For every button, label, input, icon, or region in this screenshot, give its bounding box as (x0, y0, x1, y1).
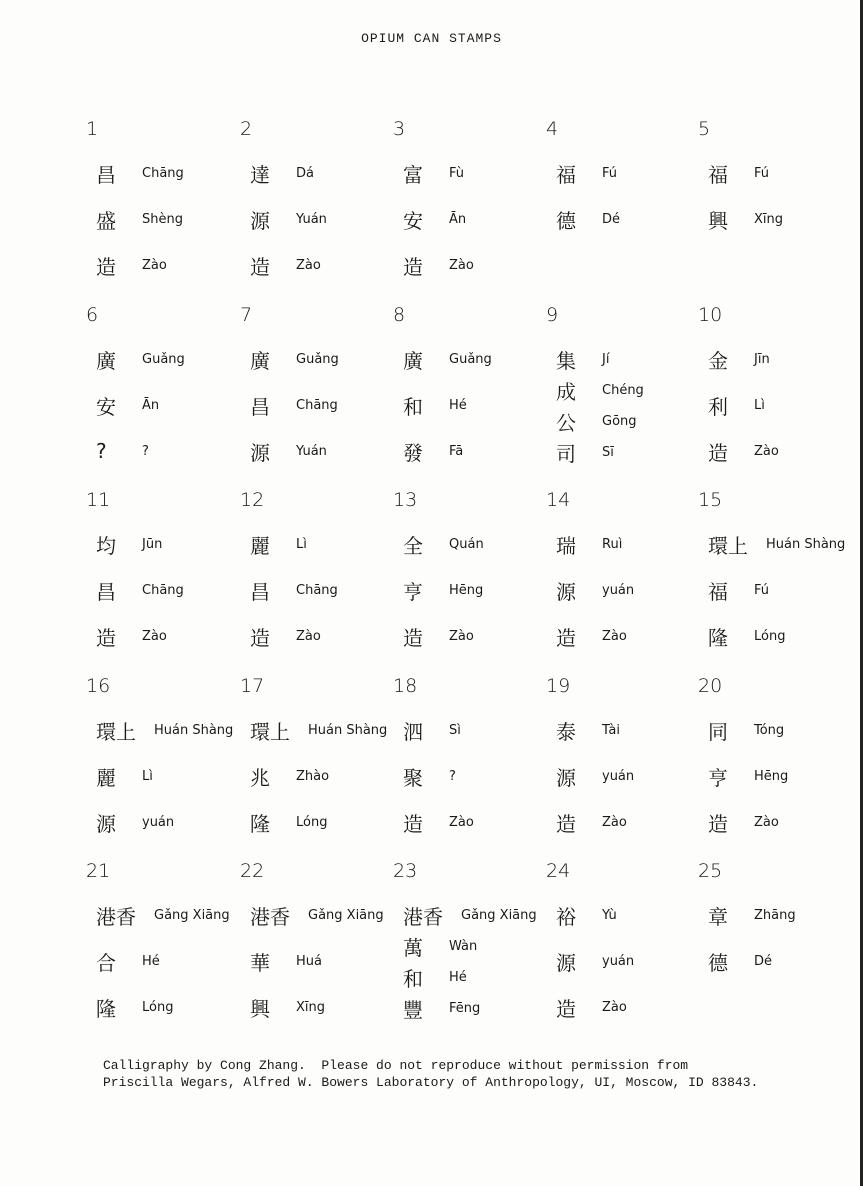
pinyin-reading: Gǎng Xiāng (461, 907, 537, 923)
chinese-character: 德 (556, 208, 576, 233)
stamp-number: 18 (393, 675, 418, 697)
pinyin-reading: yuán (602, 953, 635, 969)
chinese-character: 造 (250, 625, 270, 650)
stamp-12 (240, 489, 390, 669)
stamp-line (96, 992, 173, 1022)
pinyin-reading: Hēng (754, 768, 789, 784)
chinese-character: 亨 (708, 765, 728, 790)
chinese-character: 泗 (403, 719, 423, 744)
stamp-line (96, 621, 167, 651)
pinyin-reading: Zào (296, 628, 321, 644)
stamp-line (556, 575, 634, 605)
pinyin-reading: Fú (754, 582, 770, 598)
stamp-number: 6 (86, 304, 99, 326)
stamp-line (556, 900, 617, 930)
stamp-number: 24 (546, 860, 571, 882)
stamp-line (250, 436, 327, 466)
stamp-19 (546, 675, 696, 855)
stamp-line (403, 204, 466, 234)
chinese-character: 昌 (250, 394, 270, 419)
chinese-character: 港香 (250, 904, 290, 929)
pinyin-reading: Fā (449, 443, 464, 459)
chinese-character: 亨 (403, 579, 423, 604)
chinese-character: 造 (403, 811, 423, 836)
pinyin-reading: Sī (602, 444, 614, 460)
stamp-10 (698, 304, 848, 484)
pinyin-reading: Fú (602, 165, 618, 181)
stamp-line (96, 344, 185, 374)
pinyin-reading: Gǎng Xiāng (154, 907, 230, 923)
chinese-character: 安 (96, 394, 116, 419)
chinese-character: 造 (96, 254, 116, 279)
pinyin-reading: Tóng (754, 722, 785, 738)
stamp-line (250, 250, 321, 280)
stamp-line (250, 900, 384, 930)
chinese-character: 廣 (250, 348, 270, 373)
chinese-character: 盛 (96, 208, 116, 233)
chinese-character: 昌 (96, 579, 116, 604)
stamp-line (250, 992, 325, 1022)
chinese-character: 裕 (556, 904, 576, 929)
stamp-line (556, 715, 620, 745)
pinyin-reading: Jūn (142, 536, 163, 552)
pinyin-reading: Zào (602, 628, 627, 644)
stamp-line (403, 390, 467, 420)
pinyin-reading: Zào (142, 628, 167, 644)
chinese-character: 達 (250, 162, 270, 187)
pinyin-reading: Wàn (449, 938, 478, 954)
stamp-line (96, 250, 167, 280)
pinyin-reading: Zào (754, 443, 779, 459)
stamp-number: 5 (698, 118, 711, 140)
stamp-24 (546, 860, 696, 1040)
chinese-character: 造 (96, 625, 116, 650)
stamp-line (708, 436, 779, 466)
pinyin-reading: Fēng (449, 1000, 481, 1016)
chinese-character: 德 (708, 950, 728, 975)
stamp-line (556, 992, 627, 1022)
pinyin-reading: Gǎng Xiāng (308, 907, 384, 923)
pinyin-reading: Quán (449, 536, 484, 552)
pinyin-reading: Chéng (602, 382, 644, 398)
stamp-line (250, 621, 321, 651)
chinese-character: 隆 (96, 996, 116, 1021)
pinyin-reading: Chāng (296, 582, 338, 598)
stamp-line (96, 204, 183, 234)
stamp-number: 11 (86, 489, 111, 511)
chinese-character: 麗 (96, 765, 116, 790)
stamp-20 (698, 675, 848, 855)
stamp-number: 20 (698, 675, 723, 697)
pinyin-reading: Guǎng (142, 351, 185, 367)
stamp-1 (86, 118, 236, 298)
stamp-line (708, 390, 765, 420)
stamp-line (96, 390, 159, 420)
chinese-character: 廣 (96, 348, 116, 373)
stamp-line (403, 158, 464, 188)
chinese-character: 集 (556, 348, 576, 373)
chinese-character: 章 (708, 904, 728, 929)
stamp-number: 16 (86, 675, 111, 697)
pinyin-reading: Guǎng (296, 351, 339, 367)
pinyin-reading: Lóng (142, 999, 174, 1015)
stamp-line (556, 204, 620, 234)
stamp-6 (86, 304, 236, 484)
stamp-line (403, 436, 463, 466)
chinese-character: 全 (403, 533, 423, 558)
stamp-line (250, 158, 314, 188)
stamp-line (708, 529, 845, 559)
stamp-line (403, 807, 474, 837)
stamp-7 (240, 304, 390, 484)
stamp-number: 8 (393, 304, 406, 326)
pinyin-reading: Dé (754, 953, 773, 969)
chinese-character: 合 (96, 950, 116, 975)
stamp-14 (546, 489, 696, 669)
stamp-line (403, 575, 483, 605)
stamp-number: 14 (546, 489, 571, 511)
stamp-25 (698, 860, 848, 1040)
chinese-character: 隆 (708, 625, 728, 650)
chinese-character: 興 (250, 996, 270, 1021)
pinyin-reading: Zào (449, 257, 474, 273)
chinese-character: 利 (708, 394, 728, 419)
chinese-character: 麗 (250, 533, 270, 558)
pinyin-reading: Lóng (754, 628, 786, 644)
stamp-line (556, 375, 644, 405)
stamp-21 (86, 860, 236, 1040)
page-title: OPIUM CAN STAMPS (361, 31, 502, 46)
pinyin-reading: ? (449, 768, 456, 784)
stamp-line (708, 946, 772, 976)
footer-credit (103, 1057, 758, 1091)
pinyin-reading: Huán Shàng (154, 722, 234, 738)
stamp-line (96, 575, 184, 605)
stamp-22 (240, 860, 390, 1040)
chinese-character: 瑞 (556, 533, 576, 558)
stamp-number: 13 (393, 489, 418, 511)
pinyin-reading: Huá (296, 953, 322, 969)
pinyin-reading: Ruì (602, 536, 623, 552)
chinese-character: 興 (708, 208, 728, 233)
chinese-character: 造 (556, 811, 576, 836)
chinese-character: 福 (708, 579, 728, 604)
chinese-character: 源 (96, 811, 116, 836)
stamp-number: 3 (393, 118, 406, 140)
stamp-15 (698, 489, 848, 669)
pinyin-reading: Zào (602, 814, 627, 830)
stamp-number: 15 (698, 489, 723, 511)
chinese-character: 廣 (403, 348, 423, 373)
chinese-character: 源 (556, 579, 576, 604)
pinyin-reading: Yù (602, 907, 617, 923)
stamp-line (250, 344, 339, 374)
stamp-line (250, 761, 329, 791)
stamp-line (250, 715, 387, 745)
stamp-line (708, 807, 779, 837)
chinese-character: 華 (250, 950, 270, 975)
chinese-character: 造 (403, 254, 423, 279)
stamp-number: 9 (546, 304, 559, 326)
stamp-number: 22 (240, 860, 265, 882)
footer-line-2: Priscilla Wegars, Alfred W. Bowers Laboratory of Anthropology, UI, Moscow, ID 83843. (103, 1075, 759, 1090)
chinese-character: 環上 (96, 719, 136, 744)
stamp-line (250, 204, 327, 234)
chinese-character: 和 (403, 394, 423, 419)
stamp-line (708, 621, 785, 651)
stamp-line (556, 158, 617, 188)
pinyin-reading: Yuán (296, 211, 327, 227)
stamp-number: 4 (546, 118, 559, 140)
stamp-line (250, 575, 338, 605)
pinyin-reading: Tài (602, 722, 621, 738)
chinese-character: 均 (96, 533, 116, 558)
stamp-line (250, 807, 327, 837)
stamp-line (708, 900, 796, 930)
stamp-line (403, 344, 492, 374)
stamp-number: 12 (240, 489, 265, 511)
stamp-line (556, 437, 614, 467)
stamp-line (556, 344, 609, 374)
stamp-number: 7 (240, 304, 253, 326)
stamp-line (556, 621, 627, 651)
pinyin-reading: Huán Shàng (766, 536, 846, 552)
stamp-18 (393, 675, 543, 855)
stamp-number: 2 (240, 118, 253, 140)
stamp-line (403, 621, 474, 651)
stamp-2 (240, 118, 390, 298)
pinyin-reading: Zào (142, 257, 167, 273)
pinyin-reading: Sì (449, 722, 461, 738)
stamp-line (556, 406, 637, 436)
stamp-line (708, 344, 770, 374)
stamp-line (708, 158, 769, 188)
chinese-character: 豐 (403, 997, 423, 1022)
pinyin-reading: Zào (754, 814, 779, 830)
pinyin-reading: Lì (142, 768, 153, 784)
chinese-character: 昌 (96, 162, 116, 187)
stamp-9 (546, 304, 696, 484)
chinese-character: 源 (250, 440, 270, 465)
pinyin-reading: Guǎng (449, 351, 492, 367)
stamp-3 (393, 118, 543, 298)
chinese-character: 造 (556, 996, 576, 1021)
pinyin-reading: Lì (296, 536, 307, 552)
stamp-number: 17 (240, 675, 265, 697)
stamp-line (96, 807, 174, 837)
stamp-line (96, 158, 184, 188)
pinyin-reading: Shèng (142, 211, 183, 227)
pinyin-reading: Zào (296, 257, 321, 273)
stamp-line (403, 250, 474, 280)
pinyin-reading: Dá (296, 165, 314, 181)
stamp-line (708, 761, 788, 791)
footer-line-1: Calligraphy by Cong Zhang. Please do not reproduce without permission from (103, 1058, 689, 1073)
stamp-line (708, 715, 784, 745)
pinyin-reading: Zào (449, 814, 474, 830)
chinese-character: 福 (556, 162, 576, 187)
pinyin-reading: Chāng (142, 582, 184, 598)
stamp-number: 25 (698, 860, 723, 882)
pinyin-reading: Huán Shàng (308, 722, 388, 738)
pinyin-reading: Hé (449, 397, 467, 413)
pinyin-reading: Xīng (296, 999, 326, 1015)
pinyin-reading: Ān (142, 397, 160, 413)
chinese-character: 造 (403, 625, 423, 650)
stamp-line (96, 761, 153, 791)
stamp-line (403, 529, 484, 559)
stamp-line (403, 900, 537, 930)
stamp-line (403, 715, 461, 745)
stamp-line (403, 962, 467, 992)
stamp-line (556, 807, 627, 837)
pinyin-reading: Zào (602, 999, 627, 1015)
chinese-character: 造 (556, 625, 576, 650)
stamp-line (250, 390, 338, 420)
stamp-line (96, 529, 162, 559)
stamp-17 (240, 675, 390, 855)
stamp-line (556, 946, 634, 976)
pinyin-reading: Gōng (602, 413, 637, 429)
pinyin-reading: Hēng (449, 582, 484, 598)
stamp-number: 19 (546, 675, 571, 697)
stamp-line (556, 529, 622, 559)
chinese-character: ? (96, 439, 107, 463)
pinyin-reading: Hé (142, 953, 160, 969)
stamp-5 (698, 118, 848, 298)
chinese-character: 環上 (250, 719, 290, 744)
pinyin-reading: Hé (449, 969, 467, 985)
chinese-character: 源 (556, 950, 576, 975)
stamp-8 (393, 304, 543, 484)
pinyin-reading: yuán (602, 768, 635, 784)
pinyin-reading: Zhāng (754, 907, 796, 923)
chinese-character: 昌 (250, 579, 270, 604)
chinese-character: 富 (403, 162, 423, 187)
chinese-character: 港香 (96, 904, 136, 929)
pinyin-reading: Lì (754, 397, 765, 413)
stamp-line (403, 993, 480, 1023)
pinyin-reading: yuán (142, 814, 175, 830)
stamp-16 (86, 675, 236, 855)
chinese-character: 造 (708, 440, 728, 465)
stamp-number: 21 (86, 860, 111, 882)
pinyin-reading: Fù (449, 165, 465, 181)
stamp-line (556, 761, 634, 791)
chinese-character: 泰 (556, 719, 576, 744)
pinyin-reading: Jīn (754, 351, 770, 367)
chinese-character: 發 (403, 440, 423, 465)
stamp-line (96, 946, 160, 976)
chinese-character: 隆 (250, 811, 270, 836)
pinyin-reading: Dé (602, 211, 621, 227)
chinese-character: 安 (403, 208, 423, 233)
chinese-character: 成 (556, 379, 576, 404)
stamp-line (708, 204, 783, 234)
pinyin-reading: Fú (754, 165, 770, 181)
stamp-number: 1 (86, 118, 99, 140)
pinyin-reading: yuán (602, 582, 635, 598)
stamp-line (708, 575, 769, 605)
stamp-number: 23 (393, 860, 418, 882)
stamp-number: 10 (698, 304, 723, 326)
stamp-11 (86, 489, 236, 669)
chinese-character: 環上 (708, 533, 748, 558)
stamp-line (403, 931, 477, 961)
chinese-character: 萬 (403, 935, 423, 960)
chinese-character: 源 (556, 765, 576, 790)
pinyin-reading: ? (142, 443, 149, 459)
chinese-character: 兆 (250, 765, 270, 790)
pinyin-reading: Lóng (296, 814, 328, 830)
pinyin-reading: Yuán (296, 443, 327, 459)
chinese-character: 金 (708, 348, 728, 373)
stamp-4 (546, 118, 696, 298)
chinese-character: 公 (556, 410, 576, 435)
pinyin-reading: Chāng (296, 397, 338, 413)
stamp-line (250, 946, 322, 976)
pinyin-reading: Xīng (754, 211, 784, 227)
chinese-character: 同 (708, 719, 728, 744)
pinyin-reading: Zào (449, 628, 474, 644)
chinese-character: 福 (708, 162, 728, 187)
stamp-line (96, 715, 233, 745)
pinyin-reading: Zhào (296, 768, 330, 784)
stamp-13 (393, 489, 543, 669)
chinese-character: 聚 (403, 765, 423, 790)
stamp-23 (393, 860, 543, 1040)
stamp-line (403, 761, 456, 791)
chinese-character: 和 (403, 966, 423, 991)
chinese-character: 造 (250, 254, 270, 279)
stamp-line (96, 900, 230, 930)
chinese-character: 源 (250, 208, 270, 233)
chinese-character: 港香 (403, 904, 443, 929)
chinese-character: 造 (708, 811, 728, 836)
pinyin-reading: Chāng (142, 165, 184, 181)
chinese-character: 司 (556, 441, 576, 466)
pinyin-reading: Ān (449, 211, 467, 227)
stamp-line (96, 436, 149, 466)
stamp-line (250, 529, 307, 559)
pinyin-reading: Jí (602, 351, 610, 367)
